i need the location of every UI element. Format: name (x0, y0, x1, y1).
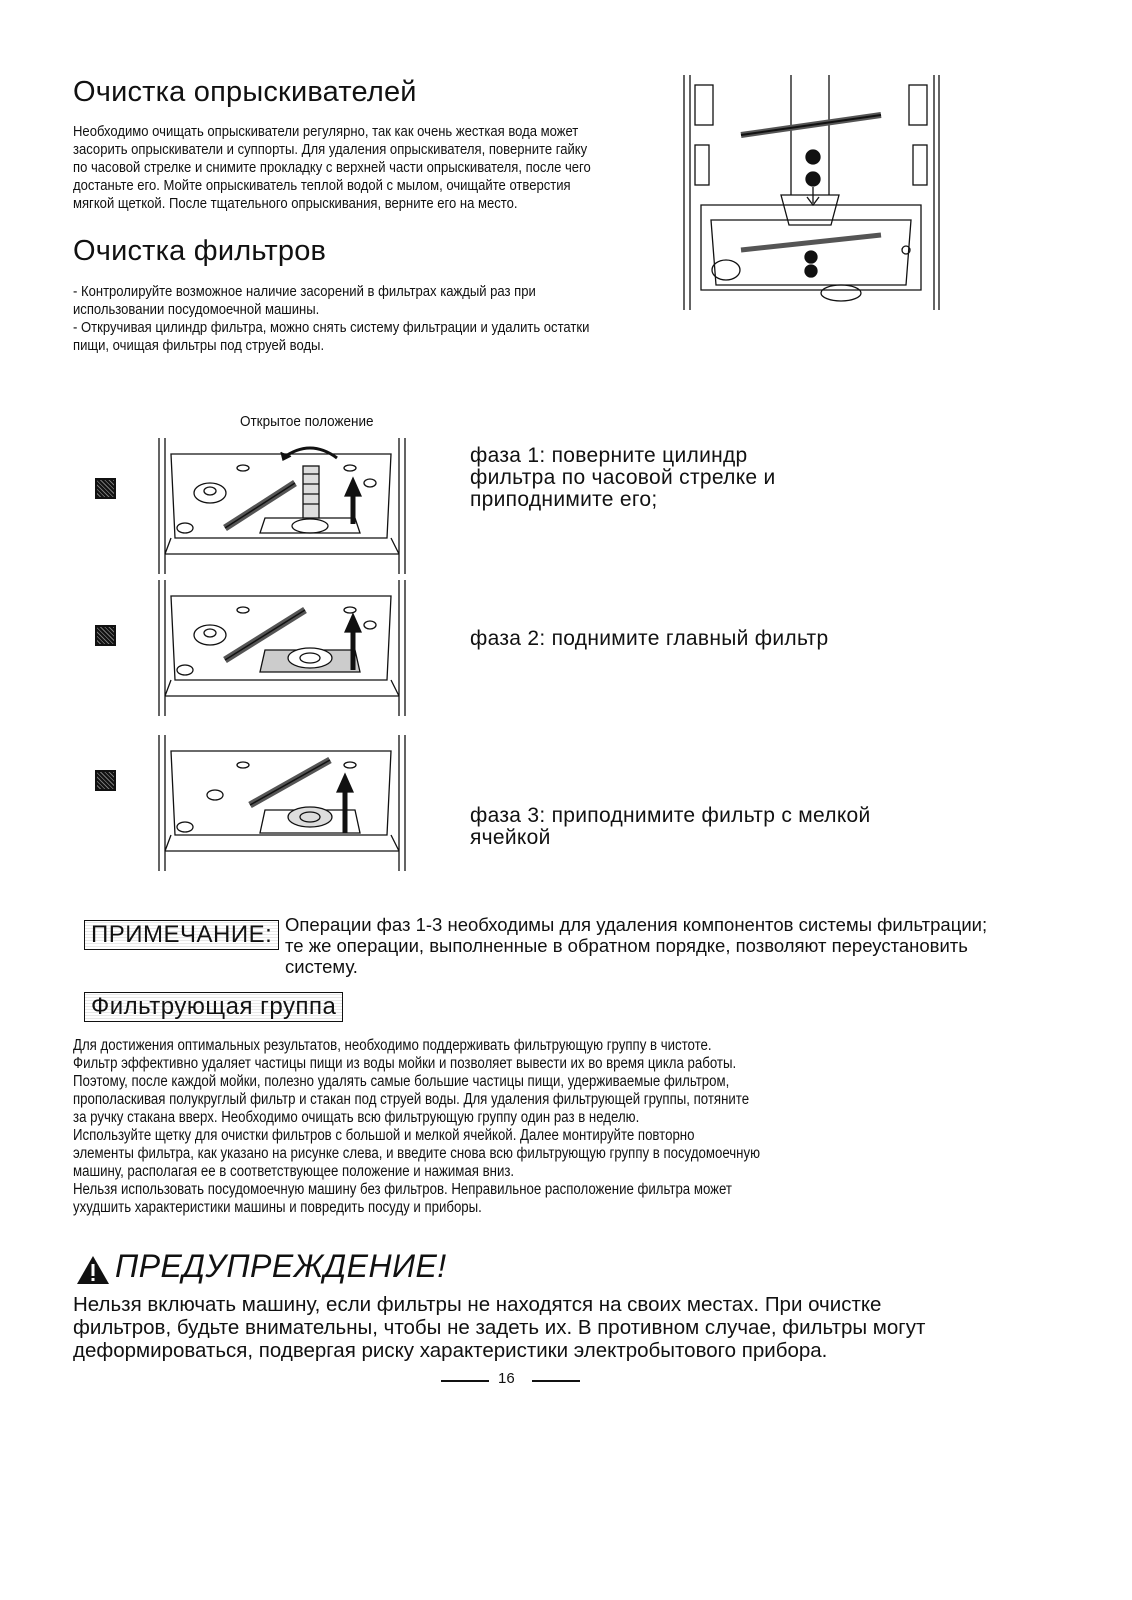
text-line: достаньте его. Мойте опрыскиватель теплой водой с мылом, очищайте отверстия (73, 177, 571, 194)
text-line: фильтра по часовой стрелке и (470, 466, 776, 489)
filter-step-3-illustration (155, 735, 417, 871)
text-line: Нельзя использовать посудомоечную машину без фильтров. Неправильное расположение фильтра может (73, 1181, 733, 1198)
text-line: фаза 2: поднимите главный фильтр (470, 627, 829, 650)
text-line: фаза 1: поверните цилиндр (470, 444, 748, 467)
text-line: Для достижения оптимальных результатов, необходимо поддерживать фильтрующую группу в чистоте. (73, 1037, 712, 1054)
text-line: фильтров, будьте внимательны, чтобы не задеть их. В противном случае, фильтры могут (73, 1316, 926, 1339)
text-line: Нельзя включать машину, если фильтры не находятся на своих местах. При очистке (73, 1293, 882, 1316)
text-line: - Контролируйте возможное наличие засорений в фильтрах каждый раз при (73, 283, 536, 300)
step-3-text (470, 805, 871, 849)
note-text (285, 914, 987, 977)
step-2-marker (95, 625, 116, 646)
text-line: Используйте щетку для очистки фильтров с большой и мелкой ячейкой. Далее монтируйте повторно (73, 1127, 695, 1144)
text-line: по часовой стрелке и снимите прокладку с верхней части опрыскивателя, после чего (73, 159, 591, 176)
text-line: за ручку стакана вверх. Необходимо очищать всю фильтрующую группу один раз в неделю. (73, 1109, 640, 1126)
text-line: элементы фильтра, как указано на рисунке слева, и введите снова всю фильтрующую группу в посудомоечную (73, 1145, 761, 1162)
warning-title: ПРЕДУПРЕЖДЕНИЕ! (115, 1248, 447, 1284)
spray-arm-illustration (681, 75, 943, 315)
figure-caption: Открытое положение (240, 413, 374, 430)
text-line: использовании посудомоечной машины. (73, 301, 320, 318)
filter-step-1-illustration (155, 438, 417, 574)
page-number-rule-left (441, 1380, 489, 1382)
text-line: те же операции, выполненные в обратном порядке, позволяют переустановить (285, 935, 968, 956)
text-line: ухудшить характеристики машины и повредить посуду и приборы. (73, 1199, 482, 1216)
step-3-marker (95, 770, 116, 791)
text-line: засорить опрыскиватели и суппорты. Для удаления опрыскивателя, поверните гайку (73, 141, 588, 158)
sprayers-title: Очистка опрыскивателей (73, 76, 417, 108)
page-number: 16 (498, 1370, 515, 1387)
text-line: пищи, очищая фильтры под струей воды. (73, 337, 325, 354)
warning-icon (76, 1255, 110, 1285)
text-line: прополаскивая полукруглый фильтр и стакан под струей воды. Для удаления фильтрующей группы, потяните (73, 1091, 750, 1108)
sprayers-text (73, 123, 591, 213)
step-1-marker (95, 478, 116, 499)
text-line: фаза 3: приподнимите фильтр с мелкой (470, 804, 871, 827)
note-label: ПРИМЕЧАНИЕ: (84, 920, 279, 950)
filters-title: Очистка фильтров (73, 235, 327, 267)
text-line: Фильтр эффективно удаляет частицы пищи из воды мойки и позволяет вывести их во время цикла работы. (73, 1055, 737, 1072)
text-line: - Откручивая цилиндр фильтра, можно снять систему фильтрации и удалить остатки (73, 319, 590, 336)
filter-group-label: Фильтрующая группа (84, 992, 343, 1022)
text-line: Поэтому, после каждой мойки, полезно удалять самые большие частицы пищи, удерживаемые фильтром, (73, 1073, 730, 1090)
filter-step-2-illustration (155, 580, 417, 716)
page-number-rule-right (532, 1380, 580, 1382)
step-1-text (470, 445, 776, 511)
text-line: мягкой щеткой. После тщательного опрыскивания, верните его на место. (73, 195, 518, 212)
text-line: ячейкой (470, 826, 551, 849)
filters-text (73, 283, 589, 355)
text-line: машину, располагая ее в соответствующее положение и нажимая вниз. (73, 1163, 515, 1180)
warning-text (73, 1293, 925, 1362)
text-line: Операции фаз 1-3 необходимы для удаления компонентов системы фильтрации; (285, 914, 988, 935)
text-line: Необходимо очищать опрыскиватели регулярно, так как очень жесткая вода может (73, 123, 579, 140)
text-line: приподнимите его; (470, 488, 658, 511)
step-2-text (470, 628, 828, 650)
text-line: систему. (285, 956, 358, 977)
filter-group-text (73, 1037, 760, 1217)
text-line: деформироваться, подвергая риску характеристики электробытового прибора. (73, 1339, 828, 1362)
